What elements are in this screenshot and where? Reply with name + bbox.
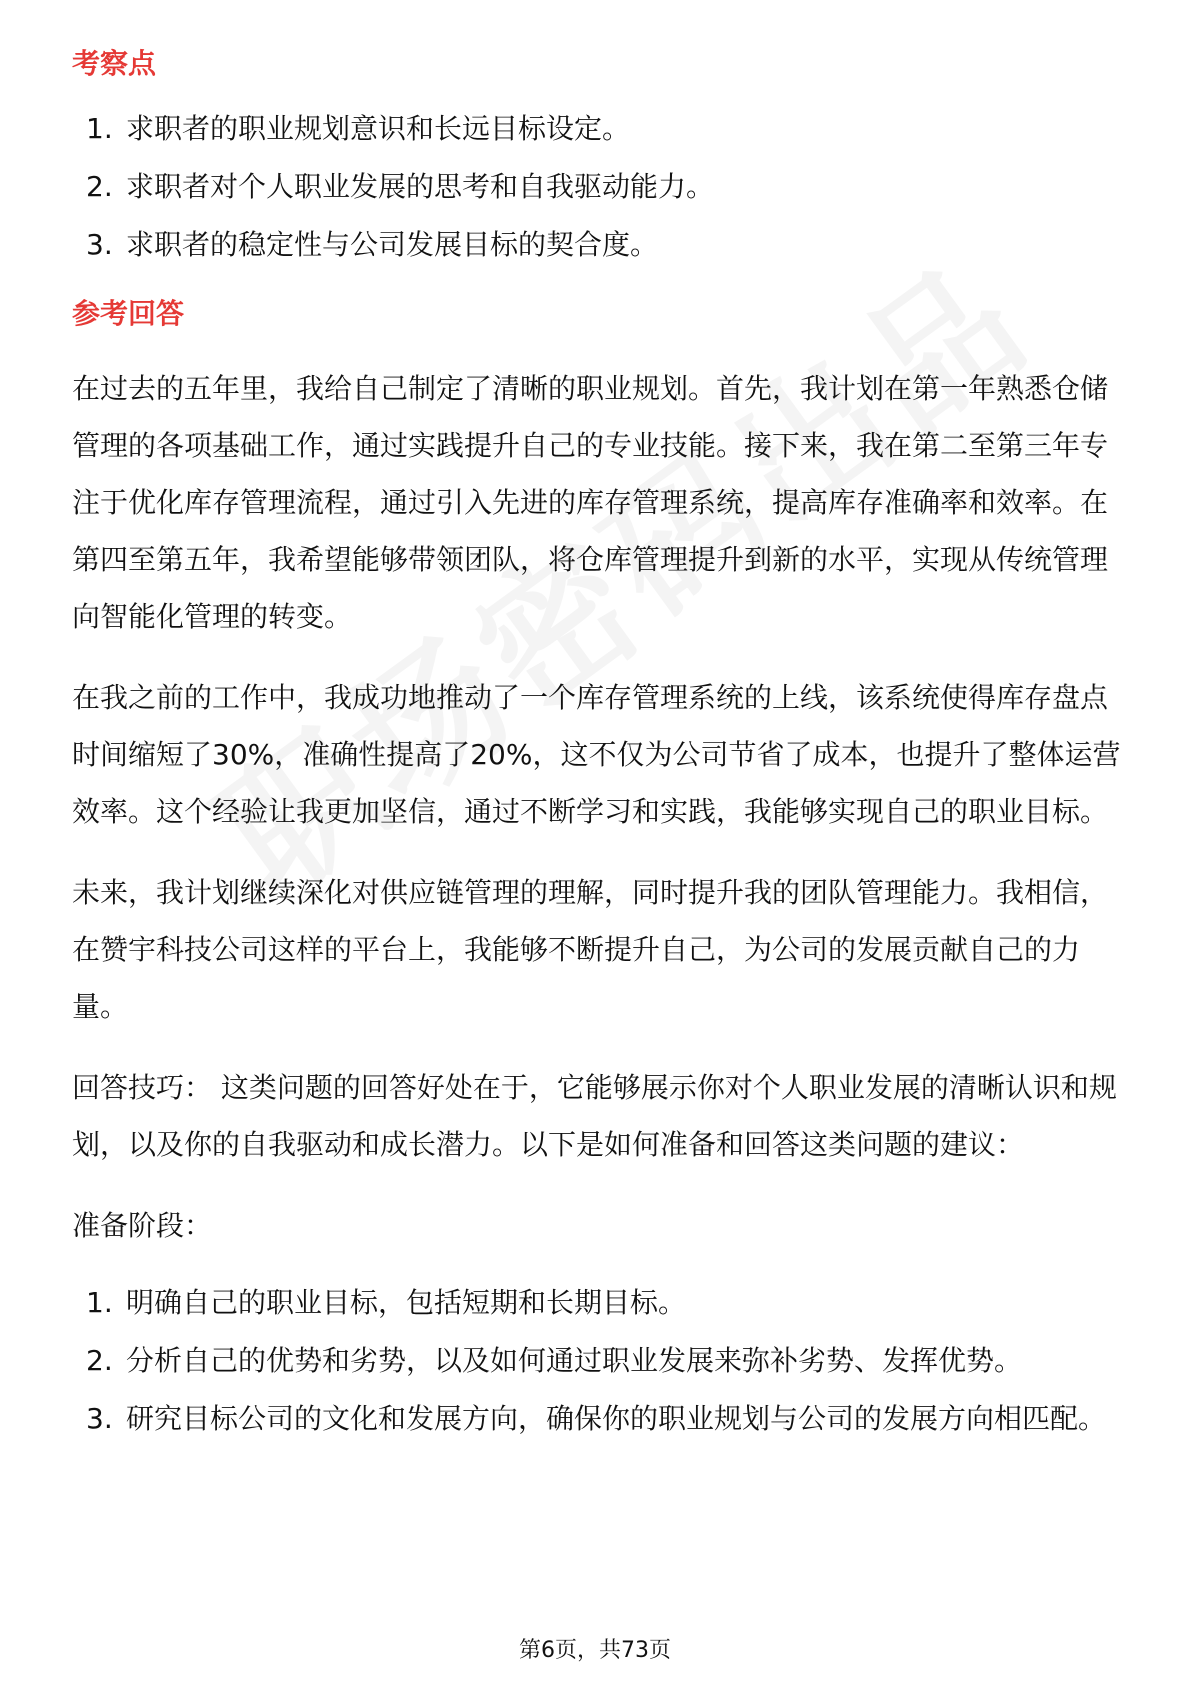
list-number: 2. xyxy=(86,170,113,203)
paragraph: 未来，我计划继续深化对供应链管理的理解，同时提升我的团队管理能力。我相信，在赞宇科技公司这样的平台上，我能够不断提升自己，为公司的发展贡献自己的力量。 xyxy=(72,876,1109,1023)
paragraph: 在我之前的工作中，我成功地推动了一个库存管理系统的上线，该系统使得库存盘点时间缩短了30%，准确性提高了20%，这不仅为公司节省了成本，也提升了整体运营效率。这个经验让我更加坚信，通过不断学习和实践，我能够实现自己的职业目标。 xyxy=(72,681,1121,828)
list-text: 明确自己的职业目标，包括短期和长期目标。 xyxy=(126,1286,687,1319)
page-number-footer: 第6页，共73页 xyxy=(519,1638,671,1663)
prep-list xyxy=(72,1274,1122,1448)
section-title-points: 考察点 xyxy=(72,47,157,80)
points-list xyxy=(72,100,1122,274)
list-item xyxy=(72,1274,1122,1332)
list-item xyxy=(72,216,1122,274)
list-text: 分析自己的优势和劣势，以及如何通过职业发展来弥补劣势、发挥优势。 xyxy=(126,1344,1023,1377)
list-number: 3. xyxy=(86,228,113,261)
paragraph: 在过去的五年里，我给自己制定了清晰的职业规划。首先，我计划在第一年熟悉仓储管理的各项基础工作，通过实践提升自己的专业技能。接下来，我在第二至第三年专注于优化库存管理流程，通过引入先进的库存管理系统，提高库存准确率和效率。在第四至第五年，我希望能够带领团队，将仓库管理提升到新的水平，实现从传统管理向智能化管理的转变。 xyxy=(72,372,1109,633)
list-item xyxy=(72,1332,1122,1390)
list-item xyxy=(72,158,1122,216)
content xyxy=(72,44,1122,1448)
list-text: 求职者对个人职业发展的思考和自我驱动能力。 xyxy=(126,170,715,203)
list-number: 3. xyxy=(86,1402,113,1435)
answer-tips-paragraph: 回答技巧： 这类问题的回答好处在于，它能够展示你对个人职业发展的清晰认识和规划，以及你的自我驱动和成长潜力。以下是如何准备和回答这类问题的建议： xyxy=(72,1071,1117,1161)
list-number: 1. xyxy=(86,1286,113,1319)
prep-stage-label: 准备阶段： xyxy=(72,1209,213,1242)
list-item xyxy=(72,1390,1122,1448)
list-item xyxy=(72,100,1122,158)
list-number: 1. xyxy=(86,112,113,145)
list-text: 求职者的稳定性与公司发展目标的契合度。 xyxy=(126,228,659,261)
list-number: 2. xyxy=(86,1344,113,1377)
section-title-answer: 参考回答 xyxy=(72,297,185,330)
list-text: 研究目标公司的文化和发展方向，确保你的职业规划与公司的发展方向相匹配。 xyxy=(126,1402,1107,1435)
list-text: 求职者的职业规划意识和长远目标设定。 xyxy=(126,112,631,145)
